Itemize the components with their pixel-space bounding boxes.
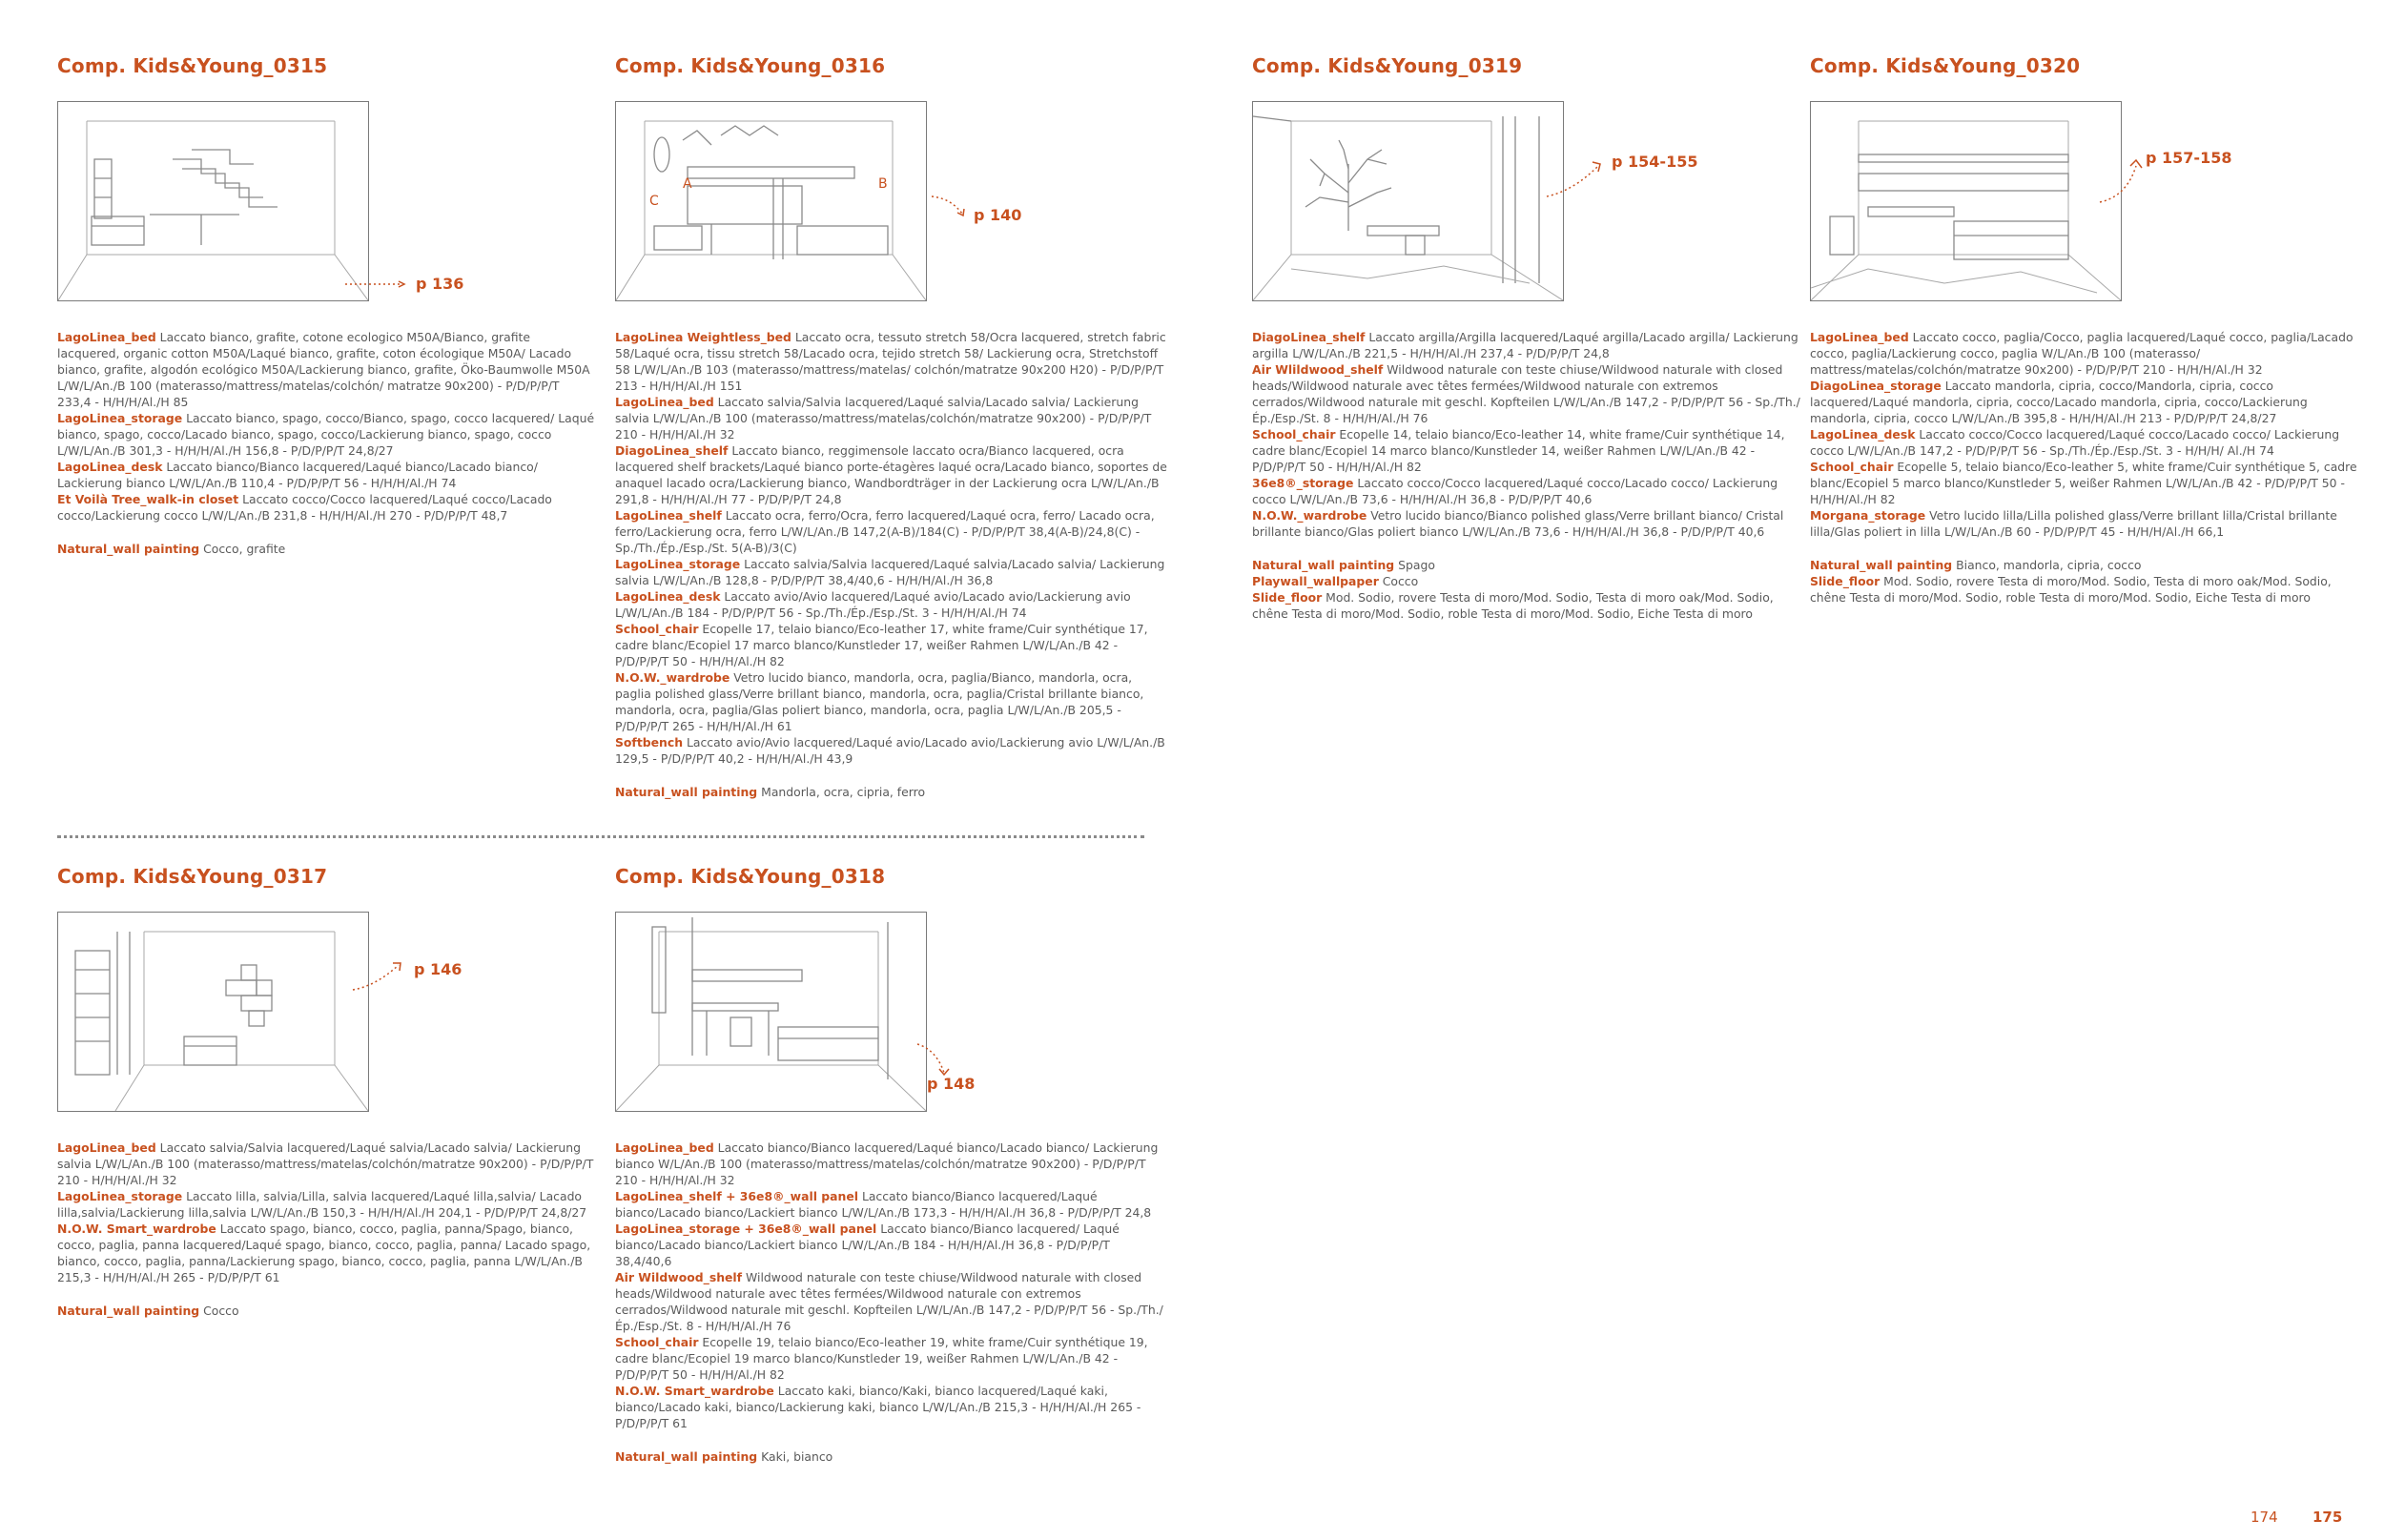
item-desc: Ecopelle 5, telaio bianco/Eco-leather 5, white frame/Cuir synthétique 5, cadre blanc/Ecopiel 5 marco blanco/Kunstleder 5, weißer Rahmen L/W/L/An./B 42 - P/D/P/P/T 50 - H/H/H/Al./H 82 [1810,460,2357,506]
item-name: Natural_wall painting [57,542,200,556]
page-ref-label: p 146 [414,959,462,978]
page-number-right: 175 [2312,1509,2343,1526]
spec-item [57,410,596,459]
dotted-arrow-icon [930,193,968,219]
item-name: LagoLinea_storage [615,557,741,571]
comp-0319 [1252,54,1800,77]
spec-list [57,329,596,557]
page-reference[interactable] [915,1025,975,1093]
page-reference[interactable] [343,275,463,293]
item-name: Natural_wall painting [615,1449,758,1464]
spec-item [1252,475,1805,507]
spec-item [57,1188,596,1221]
item-name: LagoLinea_bed [615,395,714,409]
comp-title: Comp. Kids&Young_0320 [1810,54,2081,77]
page-reference[interactable] [351,957,462,992]
wall-painting [57,541,596,557]
item-desc: Bianco, mandorla, cipria, cocco [1956,558,2142,572]
item-desc: Vetro lucido lilla/Lilla polished glass/Verre brillant lilla/Cristal brillante lilla/Glas poliert in lilla L/W/L/An./B 60 - P/D/P/P/T 45 - H/H/H/Al./H 66,1 [1810,508,2337,539]
spec-list [1810,329,2363,606]
comp-title: Comp. Kids&Young_0317 [57,865,328,888]
room-sketch [615,912,927,1112]
item-name: School_chair [1810,460,1894,474]
item-name: 36e8®_storage [1252,476,1354,490]
comp-0318 [615,865,1163,888]
item-desc: Laccato lilla, salvia/Lilla, salvia lacquered/Laqué lilla,salvia/ Lacado lilla,salvia/Lackierung lilla,salvia L/W/L/An./B 150,3 - H/H/H/Al./H 204,1 - P/D/P/P/T 24,8/27 [57,1189,587,1220]
comp-0316 [615,54,1163,77]
sketch-label-a: A [683,176,692,192]
item-desc: Vetro lucido bianco/Bianco polished glass/Verre brillant bianco/ Cristal brillante bianco/Glas poliert bianco L/W/L/An./B 73,6 - H/H/H/Al./H 36,8 - P/D/P/P/T 40,6 [1252,508,1784,539]
item-desc: Laccato cocco, paglia/Cocco, paglia lacquered/Laqué cocco, paglia/Lacado cocco, paglia/Lackierung cocco, paglia W/L/An./B 100 (materasso/ mattress/matelas/colchón/matratze 90x200) - P/D/P/P/T 210 - H/H/H/Al./H 32 [1810,330,2353,377]
spec-list [57,1140,596,1319]
item-desc: Cocco [1382,574,1419,588]
wall-painting [1810,557,2363,573]
spec-item [1810,459,2363,507]
item-desc: Laccato bianco, reggimensole laccato ocra/Bianco lacquered, ocra lacquered shelf brackets/Laqué bianco porte-étagères laqué ocra/Lacado bianco, soportes de anaquel lacado ocra/Lackierung bianco, Wandbordträger in der Lackierung ocra L/W/L/An./B 291,8 - H/H/H/Al./H 77 - P/D/P/P/T 24,8 [615,443,1167,506]
comp-title: Comp. Kids&Young_0316 [615,54,886,77]
item-name: LagoLinea Weightless_bed [615,330,791,344]
spec-item [615,1221,1168,1269]
item-name: LagoLinea_desk [615,589,721,604]
sketch-drawing [1253,102,1563,300]
sketch-drawing [58,913,368,1111]
item-name: Natural_wall painting [615,785,758,799]
dotted-arrow-icon [1545,143,1606,200]
sketch-label-c: C [649,194,659,209]
spec-list [615,329,1168,800]
item-name: Morgana_storage [1810,508,1926,523]
spec-item [615,1383,1168,1431]
item-name: LagoLinea_bed [57,330,156,344]
item-name: Natural_wall painting [1252,558,1395,572]
item-name: LagoLinea_shelf [615,508,722,523]
item-desc: Wildwood naturale con teste chiuse/Wildwood naturale with closed heads/Wildwood naturale avec têtes fermées/Wildwood naturale con extremos cerrados/Wildwood naturale mit geschl. Kopfteilen L/W/L/An./B 147,2 - P/D/P/P/T 56 - Sp./Th./Ép./Esp./St. 8 - H/H/H/Al./H 76 [615,1270,1163,1333]
item-desc: Laccato salvia/Salvia lacquered/Laqué salvia/Lacado salvia/ Lackierung salvia L/W/L/An./B 100 (materasso/mattress/matelas/colchón/matratze 90x200) - P/D/P/P/T 210 - H/H/H/Al./H 32 [57,1140,594,1187]
page-ref-label: p 154-155 [1612,152,1698,171]
sketch-drawing [616,102,926,300]
spec-item [615,1269,1168,1334]
item-name: Slide_floor [1252,590,1323,605]
comp-0317 [57,865,606,888]
spec-item [1810,426,2363,459]
spec-item [615,329,1168,394]
spec-item [57,491,596,524]
item-desc: Ecopelle 17, telaio bianco/Eco-leather 17, white frame/Cuir synthétique 17, cadre blanc/Ecopiel 17 marco blanco/Kunstleder 17, weißer Rahmen L/W/L/An./B 42 - P/D/P/P/T 50 - H/H/H/Al./H 82 [615,622,1148,668]
wall-painting [615,784,1168,800]
page-reference[interactable] [2098,143,2231,206]
item-name: N.O.W. Smart_wardrobe [57,1222,216,1236]
room-sketch [615,101,927,301]
item-name: LagoLinea_storage + 36e8®_wall panel [615,1222,877,1236]
item-desc: Laccato bianco/Bianco lacquered/Laqué bianco/Lacado bianco/Lackiert bianco L/W/L/An./B 173,3 - H/H/H/Al./H 36,8 - P/D/P/P/T 24,8 [615,1189,1152,1220]
item-name: School_chair [615,1335,699,1349]
room-sketch [57,912,369,1112]
item-name: LagoLinea_storage [57,411,183,425]
item-name: LagoLinea_shelf + 36e8®_wall panel [615,1189,858,1203]
sketch-drawing [58,102,368,300]
item-desc: Laccato cocco/Cocco lacquered/Laqué cocco/Lacado cocco/ Lackierung cocco L/W/L/An./B 147,2 - P/D/P/P/T 56 - Sp./Th./Ép./Esp./St. 3 - H/H/H/ Al./H 74 [1810,427,2340,458]
dotted-arrow-icon [343,280,410,288]
item-name: Air Wildwood_shelf [615,1270,743,1284]
item-desc: Spago [1398,558,1435,572]
item-desc: Laccato bianco/Bianco lacquered/ Laqué bianco/Lacado bianco/Lackiert bianco L/W/L/An./B 184 - H/H/H/Al./H 36,8 - P/D/P/P/T 38,4/40,6 [615,1222,1120,1268]
spec-item [615,507,1168,556]
spec-item [57,1221,596,1285]
item-name: DiagoLinea_shelf [1252,330,1366,344]
item-name: LagoLinea_desk [57,460,163,474]
item-desc: Laccato bianco, spago, cocco/Bianco, spago, cocco lacquered/ Laqué bianco, spago, cocco/Lacado bianco, spago, cocco/Lackierung bianco, spago, cocco L/W/L/An./B 301,3 - H/H/H/Al./H 156,8 - P/D/P/P/T 24,8/27 [57,411,595,458]
item-desc: Laccato ocra, ferro/Ocra, ferro lacquered/Laqué ocra, ferro/ Lacado ocra, ferro/Lackierung ocra, ferro L/W/L/An./B 147,2(A-B)/184(C) - P/D/P/P/T 38,4(A-B)/24,8(C) - Sp./Th./Ép./Esp./St. 5(A-B)/3(C) [615,508,1155,555]
wall-painting [1252,557,1805,573]
item-name: DiagoLinea_storage [1810,379,1942,393]
wall-painting [615,1448,1168,1465]
item-name: Et Voilà Tree_walk-in closet [57,492,239,506]
item-name: Natural_wall painting [57,1304,200,1318]
item-name: Natural_wall painting [1810,558,1953,572]
spec-item [1810,329,2363,378]
sketch-drawing [1811,102,2121,300]
item-desc: Ecopelle 19, telaio bianco/Eco-leather 19, white frame/Cuir synthétique 19, cadre blanc/Ecopiel 19 marco blanco/Kunstleder 19, weißer Rahmen L/W/L/An./B 42 - P/D/P/P/T 50 - H/H/H/Al./H 82 [615,1335,1148,1382]
spec-item [57,459,596,491]
page-ref-label: p 157-158 [2146,148,2232,167]
spec-item [1252,426,1805,475]
item-desc: Laccato kaki, bianco/Kaki, bianco lacquered/Laqué kaki, bianco/Lacado kaki, bianco/Lackierung kaki, bianco L/W/L/An./B 215,3 - H/H/H/Al./H 265 - P/D/P/P/T 61 [615,1384,1141,1430]
item-desc: Laccato salvia/Salvia lacquered/Laqué salvia/Lacado salvia/ Lackierung salvia L/W/L/An./B 100 (materasso/mattress/matelas/colchón/matratze 90x200) - P/D/P/P/T 210 - H/H/H/Al./H 32 [615,395,1152,441]
sketch-label-b: B [878,176,888,192]
item-name: Air Wlildwood_shelf [1252,362,1384,377]
item-desc: Mod. Sodio, rovere Testa di moro/Mod. Sodio, Testa di moro oak/Mod. Sodio, chêne Testa di moro/Mod. Sodio, roble Testa di moro/Mod. Sodio, Eiche Testa di moro [1810,574,2332,605]
item-name: School_chair [1252,427,1336,441]
item-name: DiagoLinea_shelf [615,443,729,458]
item-name: Softbench [615,735,684,749]
spec-item [615,621,1168,669]
spec-list [1252,329,1805,622]
spec-item [57,329,596,410]
comp-0315 [57,54,606,77]
spec-item [615,1140,1168,1188]
comp-title: Comp. Kids&Young_0315 [57,54,328,77]
item-name: N.O.W._wardrobe [1252,508,1367,523]
item-desc: Wildwood naturale con teste chiuse/Wildwood naturale with closed heads/Wildwood naturale avec têtes fermées/Wildwood naturale con extremos cerrados/Wildwood naturale mit geschl. Kopfteilen L/W/L/An./B 147,2 - P/D/P/P/T 56 - Sp./Th./Ép./Esp./St. 8 - H/H/H/Al./H 76 [1252,362,1800,425]
item-desc: Ecopelle 14, telaio bianco/Eco-leather 14, white frame/Cuir synthétique 14, cadre blanc/Ecopiel 14 marco blanco/Kunstleder 14, weißer Rahmen L/W/L/An./B 42 - P/D/P/P/T 50 - H/H/H/Al./H 82 [1252,427,1785,474]
item-desc: Laccato avio/Avio lacquered/Laqué avio/Lacado avio/Lackierung avio L/W/L/An./B 129,5 - P/D/P/P/T 40,2 - H/H/H/Al./H 43,9 [615,735,1165,766]
floor [1252,589,1805,622]
item-desc: Laccato ocra, tessuto stretch 58/Ocra lacquered, stretch fabric 58/Laqué ocra, tissu stretch 58/Lacado ocra, tejido stretch 58/ Lackierung ocra, Stretchstoff 58 L/W/L/An./B 103 (materasso/mattress/matelas/ colchón/matratze 90x200 H20) - P/D/P/P/T 213 - H/H/H/Al./H 151 [615,330,1166,393]
spec-item [615,1188,1168,1221]
item-name: Slide_floor [1810,574,1880,588]
spec-item [1810,378,2363,426]
item-name: N.O.W._wardrobe [615,670,730,685]
item-desc: Vetro lucido bianco, mandorla, ocra, paglia/Bianco, mandorla, ocra, paglia polished glass/Verre brillant bianco, mandorla, ocra, paglia/Cristal brillante bianco, mandorla, ocra, paglia/Glas poliert bianco, mandorla, ocra, paglia L/W/L/An./B 205,5 - P/D/P/P/T 265 - H/H/H/Al./H 61 [615,670,1144,733]
item-name: N.O.W. Smart_wardrobe [615,1384,774,1398]
item-name: School_chair [615,622,699,636]
floor [1810,573,2363,606]
spec-item [615,734,1168,767]
spec-item [615,394,1168,442]
item-name: LagoLinea_bed [615,1140,714,1155]
item-name: Playwall_wallpaper [1252,574,1379,588]
dotted-arrow-icon [915,1040,954,1078]
item-desc: Laccato argilla/Argilla lacquered/Laqué argilla/Lacado argilla/ Lackierung argilla L/W/L/An./B 221,5 - H/H/H/Al./H 237,4 - P/D/P/P/T 24,8 [1252,330,1798,360]
spec-item [1252,329,1805,361]
item-desc: Laccato spago, bianco, cocco, paglia, panna/Spago, bianco, cocco, paglia, panna lacquered/Laqué spago, bianco, cocco, paglia, panna/ Lacado spago, bianco, cocco, paglia, panna/Lackierung spago, bianco, cocco, paglia, panna L/W/L/An./B 215,3 - H/H/H/Al./H 265 - P/D/P/P/T 61 [57,1222,591,1284]
item-desc: Cocco [203,1304,239,1318]
page-ref-label: p 148 [927,1075,976,1093]
item-desc: Laccato bianco, grafite, cotone ecologico M50A/Bianco, grafite lacquered, organic cotton M50A/Laqué bianco, grafite, coton écologique M50A/ Lacado bianco, grafite, algodón ecológico M50A/Lackierung bianco, grafite, Öko-Baumwolle M50A L/W/L/An./B 100 (materasso/mattress/matelas/colchón/ matratze 90x200) - P/D/P/P/T 233,4 - H/H/H/Al./H 85 [57,330,590,409]
item-desc: Cocco, grafite [203,542,286,556]
comp-title: Comp. Kids&Young_0318 [615,865,886,888]
item-name: LagoLinea_desk [1810,427,1916,441]
spec-item [1810,507,2363,540]
page-ref-label: p 136 [416,275,464,293]
spec-item [615,588,1168,621]
spec-list [615,1140,1168,1465]
spec-item [615,442,1168,507]
item-desc: Laccato avio/Avio lacquered/Laqué avio/Lacado avio/Lackierung avio L/W/L/An./B 184 - P/D/P/P/T 56 - Sp./Th./Ép./Esp./St. 3 - H/H/H/Al./H 74 [615,589,1131,620]
page-reference[interactable] [1545,143,1697,200]
section-divider [57,835,1144,838]
item-name: LagoLinea_bed [57,1140,156,1155]
room-sketch [1252,101,1564,301]
spec-item [615,669,1168,734]
item-desc: Kaki, bianco [761,1449,833,1464]
item-desc: Laccato cocco/Cocco lacquered/Laqué cocco/Lacado cocco/Lackierung cocco L/W/L/An./B 231,8 - H/H/H/Al./H 270 - P/D/P/P/T 48,7 [57,492,552,523]
room-sketch [1810,101,2122,301]
item-name: LagoLinea_storage [57,1189,183,1203]
spec-item [615,556,1168,588]
page-number-left: 174 [2250,1509,2278,1526]
item-desc: Laccato salvia/Salvia lacquered/Laqué salvia/Lacado salvia/ Lackierung salvia L/W/L/An./B 128,8 - P/D/P/P/T 38,4/40,6 - H/H/H/Al./H 36,8 [615,557,1165,587]
page-ref-label: p 140 [974,206,1022,224]
item-desc: Laccato bianco/Bianco lacquered/Laqué bianco/Lacado bianco/ Lackierung bianco L/W/L/An./B 110,4 - P/D/P/P/T 56 - H/H/H/Al./H 74 [57,460,538,490]
comp-0320 [1810,54,2358,77]
room-sketch [57,101,369,301]
item-desc: Laccato mandorla, cipria, cocco/Mandorla, cipria, cocco lacquered/Laqué mandorla, cipria, cocco/Lacado mandorla, cipria, cocco/Lackierung mandorla, cipria, cocco L/W/L/An./B 395,8 - H/H/H/Al./H 213 - P/D/P/P/T 24,8/27 [1810,379,2308,425]
sketch-drawing [616,913,926,1111]
dotted-arrow-icon [351,957,408,992]
spec-item [1252,361,1805,426]
spec-item [1252,507,1805,540]
comp-title: Comp. Kids&Young_0319 [1252,54,1523,77]
wall-painting [57,1303,596,1319]
item-name: LagoLinea_bed [1810,330,1909,344]
wallpaper [1252,573,1805,589]
item-desc: Laccato bianco/Bianco lacquered/Laqué bianco/Lacado bianco/ Lackierung bianco W/L/An./B 100 (materasso/mattress/matelas/colchón/matratze 90x200) - P/D/P/P/T 210 - H/H/H/Al./H 32 [615,1140,1159,1187]
page-reference[interactable] [930,187,1021,224]
item-desc: Mod. Sodio, rovere Testa di moro/Mod. Sodio, Testa di moro oak/Mod. Sodio, chêne Testa di moro/Mod. Sodio, roble Testa di moro/Mod. Sodio, Eiche Testa di moro [1252,590,1774,621]
spec-item [57,1140,596,1188]
item-desc: Laccato cocco/Cocco lacquered/Laqué cocco/Lacado cocco/ Lackierung cocco L/W/L/An./B 73,6 - H/H/H/Al./H 36,8 - P/D/P/P/T 40,6 [1252,476,1778,506]
spec-item [615,1334,1168,1383]
item-desc: Mandorla, ocra, cipria, ferro [761,785,926,799]
